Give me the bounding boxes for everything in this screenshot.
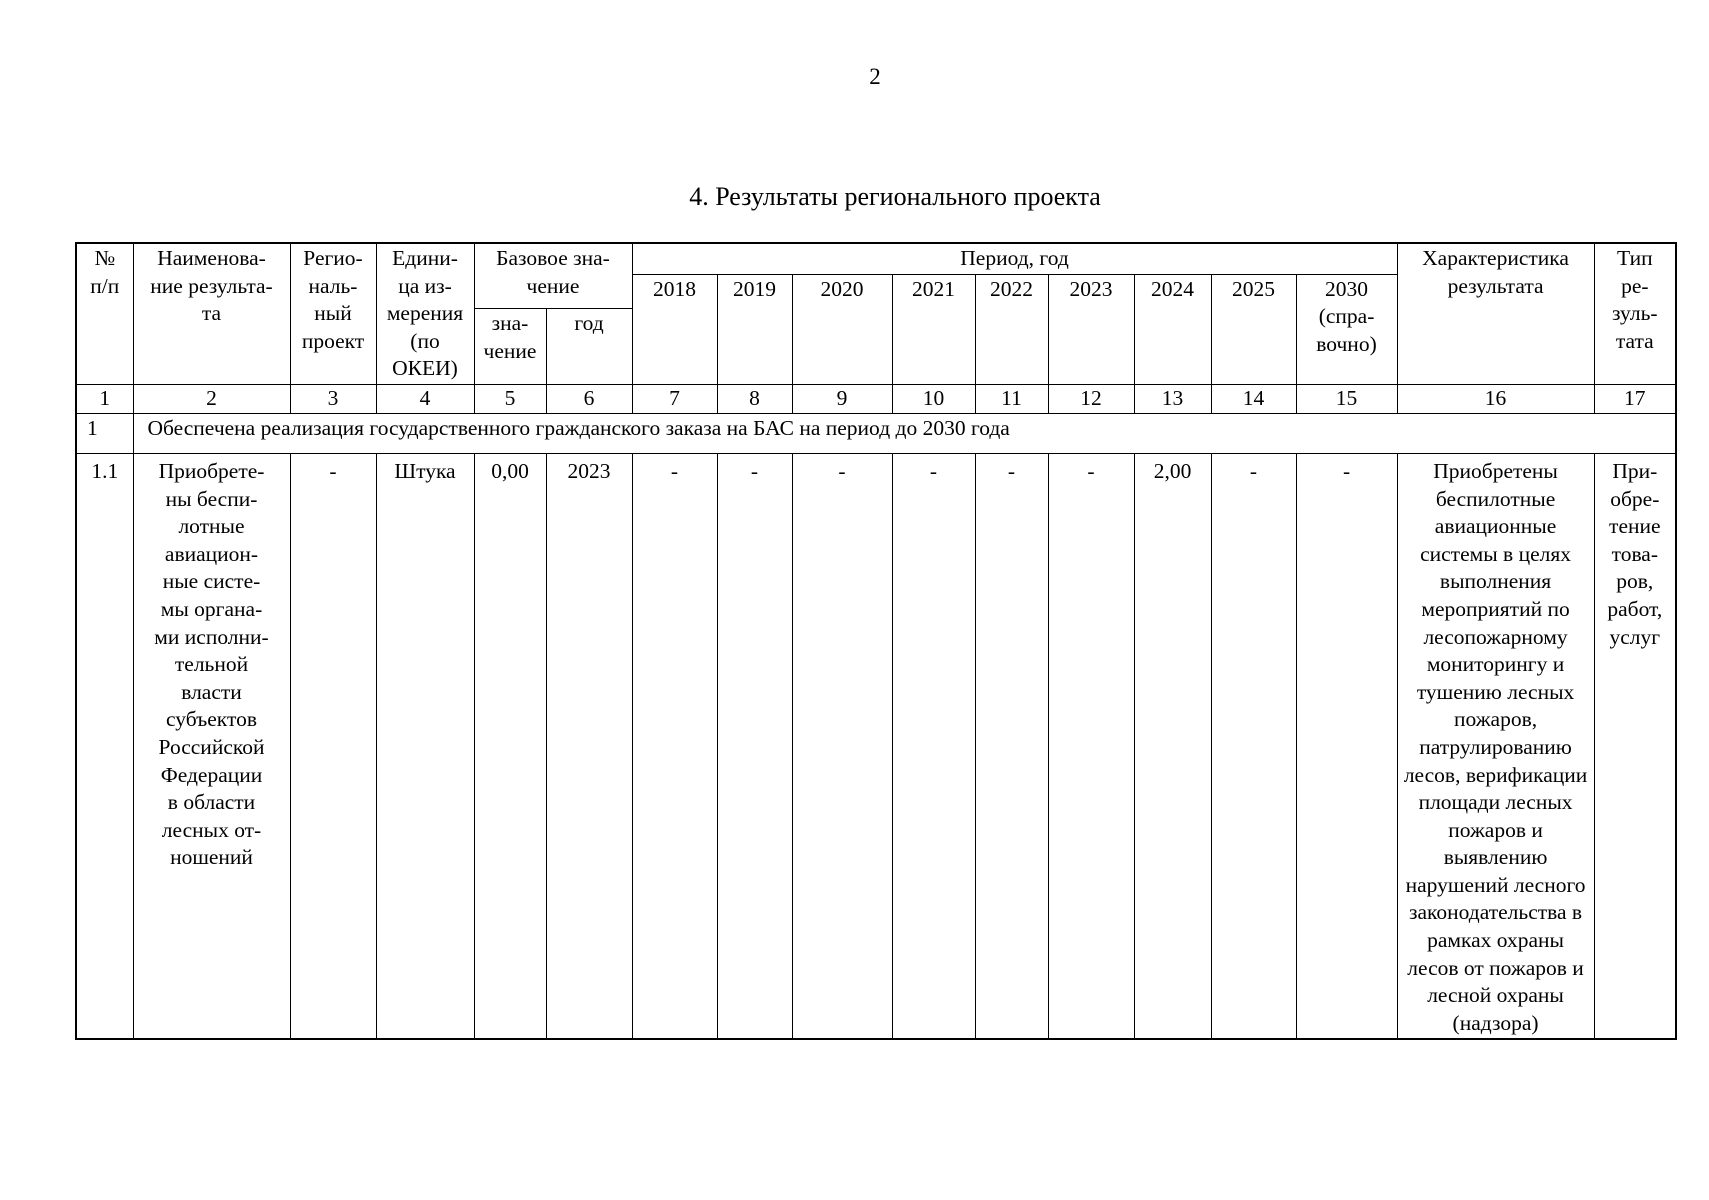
header-year-2021: 2021: [892, 274, 975, 384]
column-number: 7: [632, 384, 717, 413]
row-regional: -: [290, 453, 376, 1039]
header-regional: Регио- наль- ный проект: [290, 243, 376, 384]
column-number: 1: [76, 384, 133, 413]
column-number-row: [76, 384, 1676, 413]
row-value-2025: -: [1211, 453, 1296, 1039]
row-value-2021: -: [892, 453, 975, 1039]
row-value-2019: -: [717, 453, 792, 1039]
header-year-2030: 2030 (спра- вочно): [1296, 274, 1397, 384]
header-unit: Едини- ца из- мерения (по ОКЕИ): [376, 243, 474, 384]
header-base-value: зна- чение: [474, 308, 546, 384]
header-period: Период, год: [632, 243, 1397, 274]
header-year-2024: 2024: [1134, 274, 1211, 384]
header-name: Наименова- ние результа- та: [133, 243, 290, 384]
column-number: 5: [474, 384, 546, 413]
header-year-2018: 2018: [632, 274, 717, 384]
row-value-2023: -: [1048, 453, 1134, 1039]
column-number: 12: [1048, 384, 1134, 413]
results-table: [75, 242, 1677, 1040]
header-characteristic: Характеристика результата: [1397, 243, 1594, 384]
row-name: Приобрете- ны беспи- лотные авиацион- ные систе- мы органа- ми исполни- тельной власти субъектов Российской Федерации в области лесных от- ношений: [133, 453, 290, 1039]
row-value-2018: -: [632, 453, 717, 1039]
column-number: 9: [792, 384, 892, 413]
block-title: Обеспечена реализация государственного гражданского заказа на БАС на период до 2030 года: [133, 413, 1676, 453]
header-year-2023: 2023: [1048, 274, 1134, 384]
header-year-2022: 2022: [975, 274, 1048, 384]
row-value-2024: 2,00: [1134, 453, 1211, 1039]
column-number: 16: [1397, 384, 1594, 413]
section-title: 4. Результаты регионального проекта: [689, 182, 1101, 211]
header-num: № п/п: [76, 243, 133, 384]
column-number: 8: [717, 384, 792, 413]
row-base-value: 0,00: [474, 453, 546, 1039]
column-number: 11: [975, 384, 1048, 413]
column-number: 17: [1594, 384, 1676, 413]
page-number: 2: [869, 64, 881, 89]
block-number: 1: [76, 413, 133, 453]
column-number: 3: [290, 384, 376, 413]
row-num: 1.1: [76, 453, 133, 1039]
row-type: При- обре- тение това- ров, работ, услуг: [1594, 453, 1676, 1039]
header-base: Базовое зна- чение: [474, 243, 632, 308]
header-year-2020: 2020: [792, 274, 892, 384]
row-unit: Штука: [376, 453, 474, 1039]
table-row: [76, 453, 1676, 1039]
column-number: 4: [376, 384, 474, 413]
header-type: Тип ре- зуль- тата: [1594, 243, 1676, 384]
row-base-year: 2023: [546, 453, 632, 1039]
row-value-2022: -: [975, 453, 1048, 1039]
column-number: 6: [546, 384, 632, 413]
row-value-2020: -: [792, 453, 892, 1039]
header-year-2019: 2019: [717, 274, 792, 384]
row-value-2030: -: [1296, 453, 1397, 1039]
column-number: 2: [133, 384, 290, 413]
column-number: 13: [1134, 384, 1211, 413]
header-base-year: год: [546, 308, 632, 384]
column-number: 15: [1296, 384, 1397, 413]
block-row: [76, 413, 1676, 453]
header-year-2025: 2025: [1211, 274, 1296, 384]
column-number: 10: [892, 384, 975, 413]
column-number: 14: [1211, 384, 1296, 413]
row-characteristic: Приобретены беспилотные авиационные системы в целях выполнения мероприятий по лесопожарному мониторингу и тушению лесных пожаров, патрулированию лесов, верификации площади лесных пожаров и выявлению нарушений лесного законодательства в рамках охраны лесов от пожаров и лесной охраны (надзора): [1397, 453, 1594, 1039]
